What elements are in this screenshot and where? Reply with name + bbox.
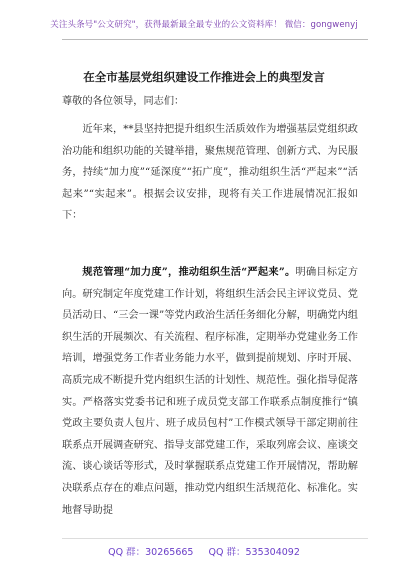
header-divider (62, 39, 368, 40)
section-body: 明确目标定方向。研究制定年度党建工作计划，将组织生活会民主评议党员、党员活动日、“三会一课”等党内政治生活任务细化分解，明确党内组织生活的开展频次、有关流程、程序标准，定期举办党建业务工作培训，增强党务工作者业务能力水平，做到提前规划、序时开展、高质完成不断提升党内组织生活的计划性、规范性。强化指导促落实。严格落实党委书记和班子成员党支部工作联系点制度推行“镇党政主要负责人包片、班子成员包村”工作模式领导干部定期前往联系点开展调查研究、指导支部党建工作，采取列席会议、座谈交流、谈心谈话等形式，及时掌握联系点党建工作开展情况，帮助解决联系点存在的难点问题，推动党内组织生活规范化、标准化。实地督导助提 (62, 267, 359, 516)
qq-group-1: QQ 群：30265665 (108, 547, 194, 558)
qq-group-2: QQ 群：535304092 (208, 547, 300, 558)
footer-contact (0, 544, 408, 558)
header-banner: 关注头条号"公文研究"，获得最新最全最专业的公文资料库！ 微信：gongwenyj (50, 20, 358, 30)
salutation: 尊敬的各位领导，同志们： (62, 96, 185, 107)
section-paragraph (62, 262, 358, 521)
body-paragraph (62, 262, 358, 521)
body-paragraph (62, 119, 358, 227)
document-title: 在全市基层党组织建设工作推进会上的典型发言 (83, 70, 325, 84)
section-heading: 规范管理“加力度”，推动组织生活“严起来”。 (82, 266, 296, 278)
intro-paragraph: 近年来，**县坚持把提升组织生活质效作为增强基层党组织政治功能和组织功能的关键举措，聚焦规范管理、创新方式、为民服务，持续“加力度”“延深度”“拓广度”，推动组织生活“严起来”“活起来”“实起来”。根据会议安排，现将有关工作进展情况汇报如下： (62, 124, 358, 222)
footer-divider (62, 538, 368, 539)
